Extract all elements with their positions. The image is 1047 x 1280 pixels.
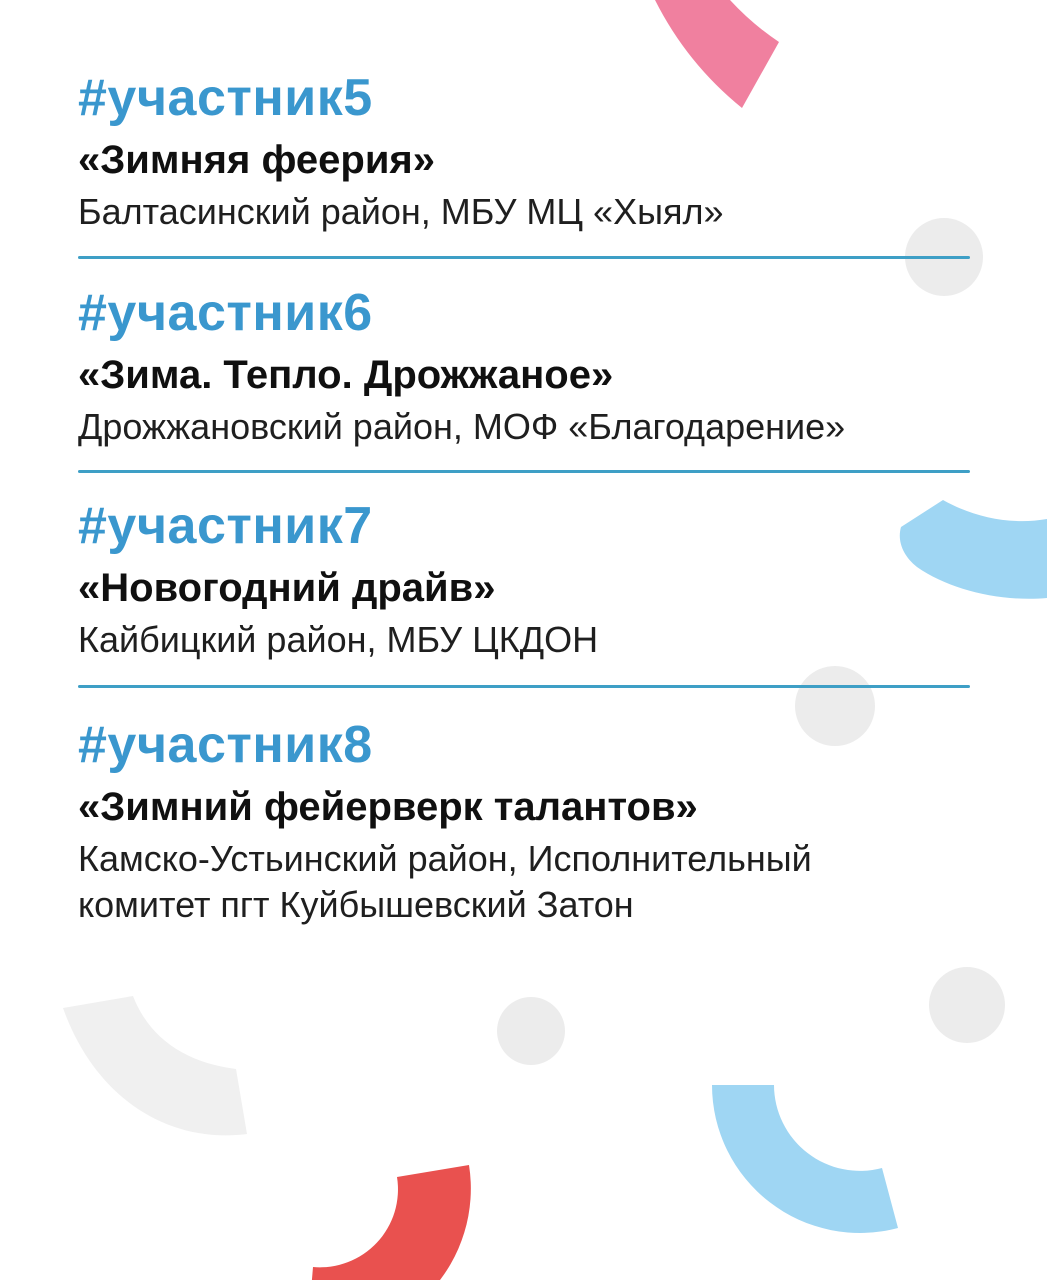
section-divider bbox=[78, 470, 970, 473]
event-title: «Зима. Тепло. Дрожжаное» bbox=[78, 353, 614, 398]
participant-hashtag: #участник6 bbox=[78, 284, 373, 342]
participant-entry bbox=[78, 70, 928, 235]
participant-hashtag: #участник5 bbox=[78, 69, 373, 127]
participant-entry bbox=[78, 717, 928, 928]
participant-entry bbox=[78, 498, 928, 663]
participant-entry bbox=[78, 285, 928, 450]
section-divider bbox=[78, 256, 970, 259]
event-organization: Камско-Устьинский район, Исполнительный комитет пгт Куйбышевский Затон bbox=[78, 838, 812, 926]
participant-hashtag: #участник7 bbox=[78, 497, 373, 555]
event-organization: Балтасинский район, МБУ МЦ «Хыял» bbox=[78, 191, 724, 233]
section-divider bbox=[78, 685, 970, 688]
event-title: «Новогодний драйв» bbox=[78, 566, 496, 611]
event-organization: Дрожжановский район, МОФ «Благодарение» bbox=[78, 406, 846, 448]
event-title: «Зимняя феерия» bbox=[78, 138, 436, 183]
event-title: «Зимний фейерверк талантов» bbox=[78, 785, 698, 830]
event-organization: Кайбицкий район, МБУ ЦКДОН bbox=[78, 619, 599, 661]
participant-hashtag: #участник8 bbox=[78, 716, 373, 774]
